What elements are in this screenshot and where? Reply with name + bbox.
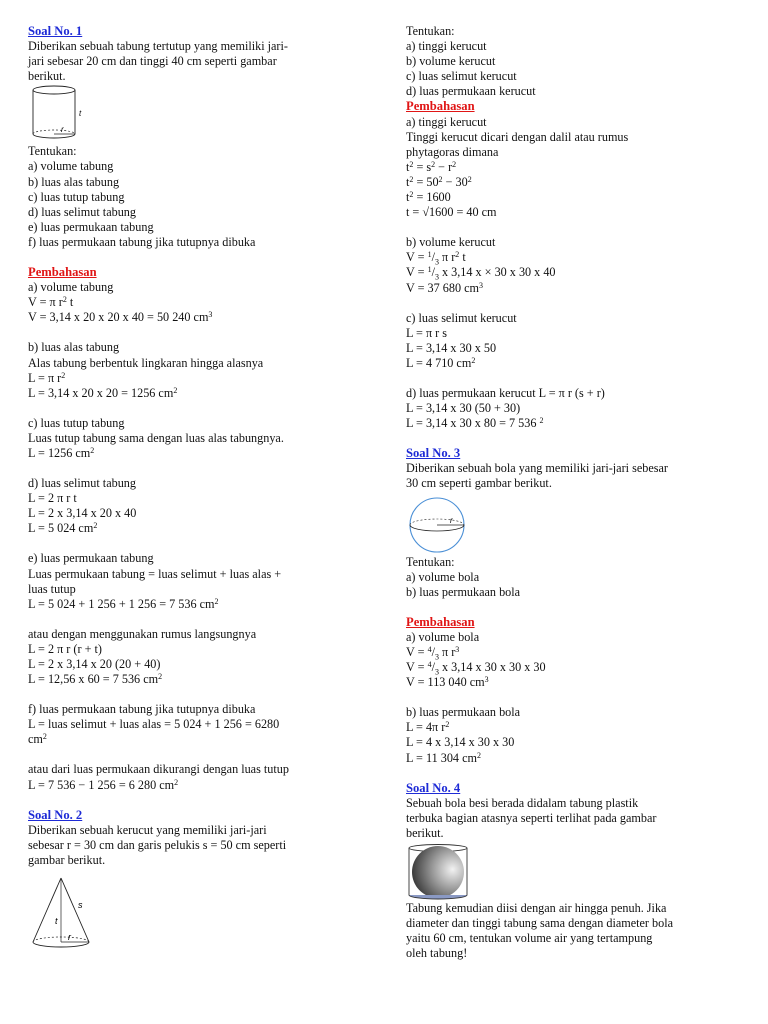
p1-e-alt: atau dengan menggunakan rumus langsungnya xyxy=(28,626,257,641)
cylinder-figure xyxy=(28,84,366,144)
soal-3-title: Soal No. 3 xyxy=(406,446,461,461)
soal-1-item-e: e) luas permukaan tabung xyxy=(28,219,154,234)
soal-1-intro-3: berikut. xyxy=(28,69,66,84)
p1-e-formula-1: L = 5 024 + 1 256 + 1 256 = 7 536 $cm^2$ xyxy=(28,596,219,611)
p2-a-formula-4: t = √1600 = 40 cm xyxy=(406,205,497,220)
p1-b-formula-2: L = 3,14 x 20 x 20 = 1256 $cm^2$ xyxy=(28,385,178,400)
p2-b-formula-1: $V = ^1/_3$ π $r^2$ t xyxy=(406,250,466,267)
soal-2-title: Soal No. 2 xyxy=(28,807,83,822)
soal-2-intro-3: gambar berikut. xyxy=(28,852,106,867)
p3-a-head: a) volume bola xyxy=(406,629,480,644)
p2-b-head: b) volume kerucut xyxy=(406,235,496,250)
p2-a-formula-2: $t^2 = 50^2 - 30^2$ xyxy=(406,174,472,189)
p2-a-formula-1: $t^2 = s^2 - r^2$ xyxy=(406,159,457,174)
soal-1-item-f: f) luas permukaan tabung jika tutupnya dibuka xyxy=(28,234,256,249)
p2-c-formula-1: L = π r s xyxy=(406,325,448,340)
soal-1-tentukan: Tentukan: xyxy=(28,144,77,159)
pembahasan-1-title: Pembahasan xyxy=(28,265,97,280)
soal-2-intro-2: sebesar r = 30 cm dan garis pelukis s = 50 cm seperti xyxy=(28,837,287,852)
p3-b-head: b) luas permukaan bola xyxy=(406,705,521,720)
cone-label-t: t xyxy=(55,916,58,927)
soal-4-intro-2: terbuka bagian atasnya seperti terlihat pada gambar xyxy=(406,810,657,825)
p1-d-formula-3: L = 5 024 $cm^2$ xyxy=(28,521,98,536)
soal-3-item-b: b) luas permukaan bola xyxy=(406,584,521,599)
p2-a-head: a) tinggi kerucut xyxy=(406,114,487,129)
left-column xyxy=(28,24,366,952)
p2-d-formula-2: L = 3,14 x 30 x 80 = 7 536 $^2$ xyxy=(406,416,544,431)
soal-4-intro-3: berikut. xyxy=(406,825,444,840)
soal-2-item-d: d) luas permukaan kerucut xyxy=(406,84,536,99)
soal-1-item-d: d) luas selimut tabung xyxy=(28,204,136,219)
p2-b-formula-2: $V = ^1/_3$ x 3,14 x × 30 x 30 x 40 xyxy=(406,265,556,282)
p1-b-desc: Alas tabung berbentuk lingkaran hingga alasnya xyxy=(28,355,264,370)
p3-b-formula-2: L = 4 x 3,14 x 30 x 30 xyxy=(406,735,515,750)
p2-b-formula-3: V = 37 680 $cm^3$ xyxy=(406,280,483,295)
p1-c-formula-1: L = 1256 $cm^2$ xyxy=(28,445,95,460)
p2-d-head: d) luas permukaan kerucut L = π r (s + r) xyxy=(406,385,605,400)
p2-a-desc-2: phytagoras dimana xyxy=(406,144,499,159)
right-column xyxy=(406,24,742,961)
p1-b-head: b) luas alas tabung xyxy=(28,340,120,355)
p1-f-formula-1b: $cm^2$ xyxy=(28,732,47,747)
soal-2-item-c: c) luas selimut kerucut xyxy=(406,69,517,84)
soal-4-intro-1: Sebuah bola besi berada didalam tabung plastik xyxy=(406,795,639,810)
p1-e-formula-2: L = 2 π r (r + t) xyxy=(28,641,102,656)
p3-b-formula-1: L = 4π $r^2$ xyxy=(406,720,450,735)
p2-a-formula-3: $t^2 = 1600$ xyxy=(406,190,451,205)
cone-figure xyxy=(28,874,366,952)
p2-c-head: c) luas selimut kerucut xyxy=(406,310,517,325)
cylinder-label-t: t xyxy=(79,109,82,119)
p1-f-head: f) luas permukaan tabung jika tutupnya dibuka xyxy=(28,702,256,717)
cone-label-r: r xyxy=(68,932,71,943)
soal-3-item-a: a) volume bola xyxy=(406,569,480,584)
p1-f-formula-2: L = 7 536 − 1 256 = 6 280 $cm^2$ xyxy=(28,777,179,792)
p1-e-formula-3: L = 2 x 3,14 x 20 (20 + 40) xyxy=(28,657,161,671)
pembahasan-3-title: Pembahasan xyxy=(406,614,475,629)
sphere-label-r: r xyxy=(450,515,453,525)
p2-c-formula-2: L = 3,14 x 30 x 50 xyxy=(406,340,497,355)
soal-2-intro-1: Diberikan sebuah kerucut yang memiliki jari-jari xyxy=(28,822,267,837)
sphere-figure xyxy=(406,497,742,553)
p1-d-formula-1: L = 2 π r t xyxy=(28,491,77,506)
soal-4-title: Soal No. 4 xyxy=(406,780,461,795)
p1-a-formula-2: V = 3,14 x 20 x 20 x 40 = 50 240 $cm^3$ xyxy=(28,310,213,325)
soal-2-tentukan: Tentukan: xyxy=(406,24,455,38)
p3-a-formula-2: $V = ^4/_3$ x 3,14 x 30 x 30 x 30 xyxy=(406,660,546,677)
p3-b-formula-3: L = 11 304 $cm^2$ xyxy=(406,750,481,765)
soal-4-outro-1: Tabung kemudian diisi dengan air hingga penuh. Jika xyxy=(406,901,667,916)
soal-2-item-b: b) volume kerucut xyxy=(406,54,496,69)
p1-e-formula-4: L = 12,56 x 60 = 7 536 $cm^2$ xyxy=(28,672,163,687)
p2-c-formula-3: L = 4 710 $cm^2$ xyxy=(406,355,476,370)
sphere-in-cylinder-figure xyxy=(406,843,742,901)
soal-1-item-c: c) luas tutup tabung xyxy=(28,189,125,204)
soal-4-outro-4: oleh tabung! xyxy=(406,946,468,961)
p1-b-formula-1: L = π $r^2$ xyxy=(28,370,66,385)
soal-3-intro-2: 30 cm seperti gambar berikut. xyxy=(406,476,552,491)
cylinder-label-r: r xyxy=(61,125,64,135)
p1-a-head: a) volume tabung xyxy=(28,280,114,295)
cone-label-s: s xyxy=(78,900,83,911)
soal-3-intro-1: Diberikan sebuah bola yang memiliki jari-jari sebesar xyxy=(406,461,668,476)
p2-d-formula-1: L = 3,14 x 30 (50 + 30) xyxy=(406,401,521,416)
soal-4-outro-3: yaitu 60 cm, tentukan volume air yang tertampung xyxy=(406,931,653,946)
soal-1-item-a: a) volume tabung xyxy=(28,159,114,174)
p1-e-head: e) luas permukaan tabung xyxy=(28,551,154,566)
soal-1-intro-1: Diberikan sebuah tabung tertutup yang memiliki jari- xyxy=(28,39,288,54)
p1-f-formula-1: L = luas selimut + luas alas = 5 024 + 1 256 = 6280 xyxy=(28,717,280,732)
soal-3-tentukan: Tentukan: xyxy=(406,554,455,569)
soal-4-outro-2: diameter dan tinggi tabung sama dengan diameter bola xyxy=(406,916,674,931)
soal-2-item-a: a) tinggi kerucut xyxy=(406,39,487,54)
p1-e-desc-2: luas tutup xyxy=(28,581,76,596)
p1-c-head: c) luas tutup tabung xyxy=(28,415,125,430)
pembahasan-2-title: Pembahasan xyxy=(406,99,475,114)
p3-a-formula-1: $V = ^4/_3$ π $r^3$ xyxy=(406,645,460,662)
p1-c-desc: Luas tutup tabung sama dengan luas alas tabungnya. xyxy=(28,430,284,445)
soal-1-intro-2: jari sebesar 20 cm dan tinggi 40 cm seperti gambar xyxy=(28,54,277,69)
p3-a-formula-3: V = 113 040 $cm^3$ xyxy=(406,675,489,690)
p1-e-desc-1: Luas permukaan tabung = luas selimut + luas alas + xyxy=(28,566,282,581)
p1-d-head: d) luas selimut tabung xyxy=(28,476,136,491)
soal-1-title: Soal No. 1 xyxy=(28,24,83,38)
p1-f-alt: atau dari luas permukaan dikurangi dengan luas tutup xyxy=(28,762,289,777)
p2-a-desc-1: Tinggi kerucut dicari dengan dalil atau rumus xyxy=(406,129,629,144)
p1-a-formula-1: V = π $r^2$ t xyxy=(28,295,74,310)
soal-1-item-b: b) luas alas tabung xyxy=(28,174,120,189)
p1-d-formula-2: L = 2 x 3,14 x 20 x 40 xyxy=(28,506,137,521)
